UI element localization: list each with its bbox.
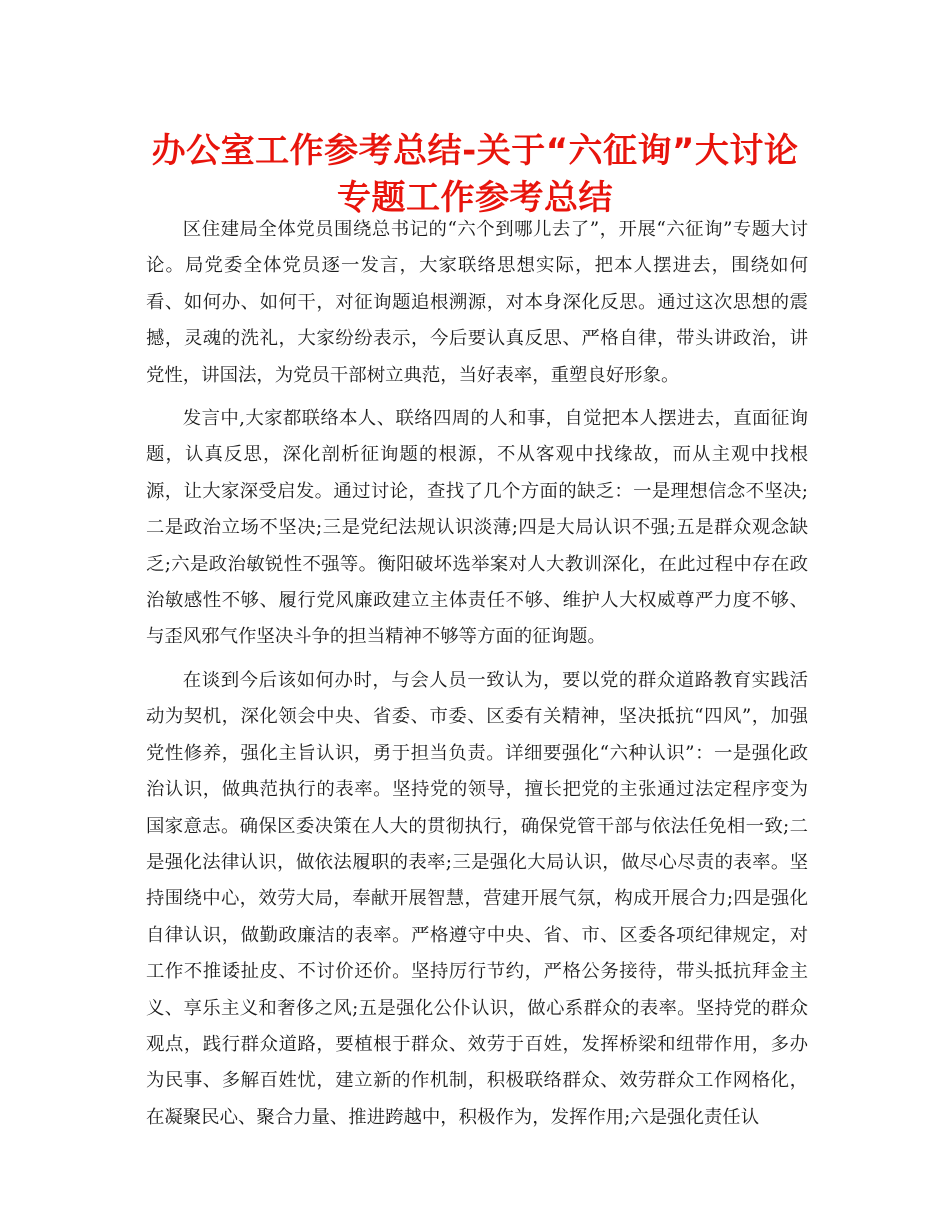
paragraph-intro: 区住建局全体党员围绕总书记的“六个到哪儿去了”，开展“六征询”专题大讨论。局党委全体党员逐一发言，大家联络思想实际，把本人摆进去，围绕如何看、如何办、如何干，对征询题追根溯源，对本身深化反思。通过这次思想的震撼，灵魂的洗礼，大家纷纷表示，今后要认真反思、严格自律，带头讲政治，讲党性，讲国法，为党员干部树立典范，当好表率，重塑良好形象。 [146,219,808,386]
document-body [146,212,808,1143]
document-title: 办公室工作参考总结-关于“六征询”大讨论专题工作参考总结 [151,131,799,218]
paragraph-measures: 在谈到今后该如何办时，与会人员一致认为，要以党的群众道路教育实践活动为契机，深化领会中央、省委、市委、区委有关精神，坚决抵抗“四风”，加强党性修养，强化主旨认识，勇于担当负责。详细要强化“六种认识”：一是强化政治认识，做典范执行的表率。坚持党的领导，擅长把党的主张通过法定程序变为国家意志。确保区委决策在人大的贯彻执行，确保党管干部与依法任免相一致;二是强化法律认识，做依法履职的表率;三是强化大局认识，做尽心尽责的表率。坚持围绕中心，效劳大局，奉献开展智慧，营建开展气氛，构成开展合力;四是强化自律认识，做勤政廉洁的表率。严格遵守中央、省、市、区委各项纪律规定，对工作不推诿扯皮、不讨价还价。坚持厉行节约，严格公务接待，带头抵抗拜金主义、享乐主义和奢侈之风;五是强化公仆认识，做心系群众的表率。坚持党的群众观点，践行群众道路，要植根于群众、效劳于百姓，发挥桥梁和纽带作用，多办为民事、多解百姓忧，建立新的作机制，积极联络群众、效劳群众工作网格化，在凝聚民心、聚合力量、推进跨越中，积极作为，发挥作用;六是强化责任认 [146,669,808,1128]
paragraph-shortcomings: 发言中,大家都联络本人、联络四周的人和事，自觉把本人摆进去，直面征询题，认真反思，深化剖析征询题的根源，不从客观中找缘故，而从主观中找根源，让大家深受启发。通过讨论，查找了几个方面的缺乏：一是理想信念不坚决;二是政治立场不坚决;三是党纪法规认识淡薄;四是大局认识不强;五是群众观念缺乏;六是政治敏锐性不强等。衡阳破坏选举案对人大教训深化，在此过程中存在政治敏感性不够、履行党风廉政建立主体责任不够、维护人大权威尊严力度不够、与歪风邪气作坚决斗争的担当精神不够等方面的征询题。 [146,408,808,648]
